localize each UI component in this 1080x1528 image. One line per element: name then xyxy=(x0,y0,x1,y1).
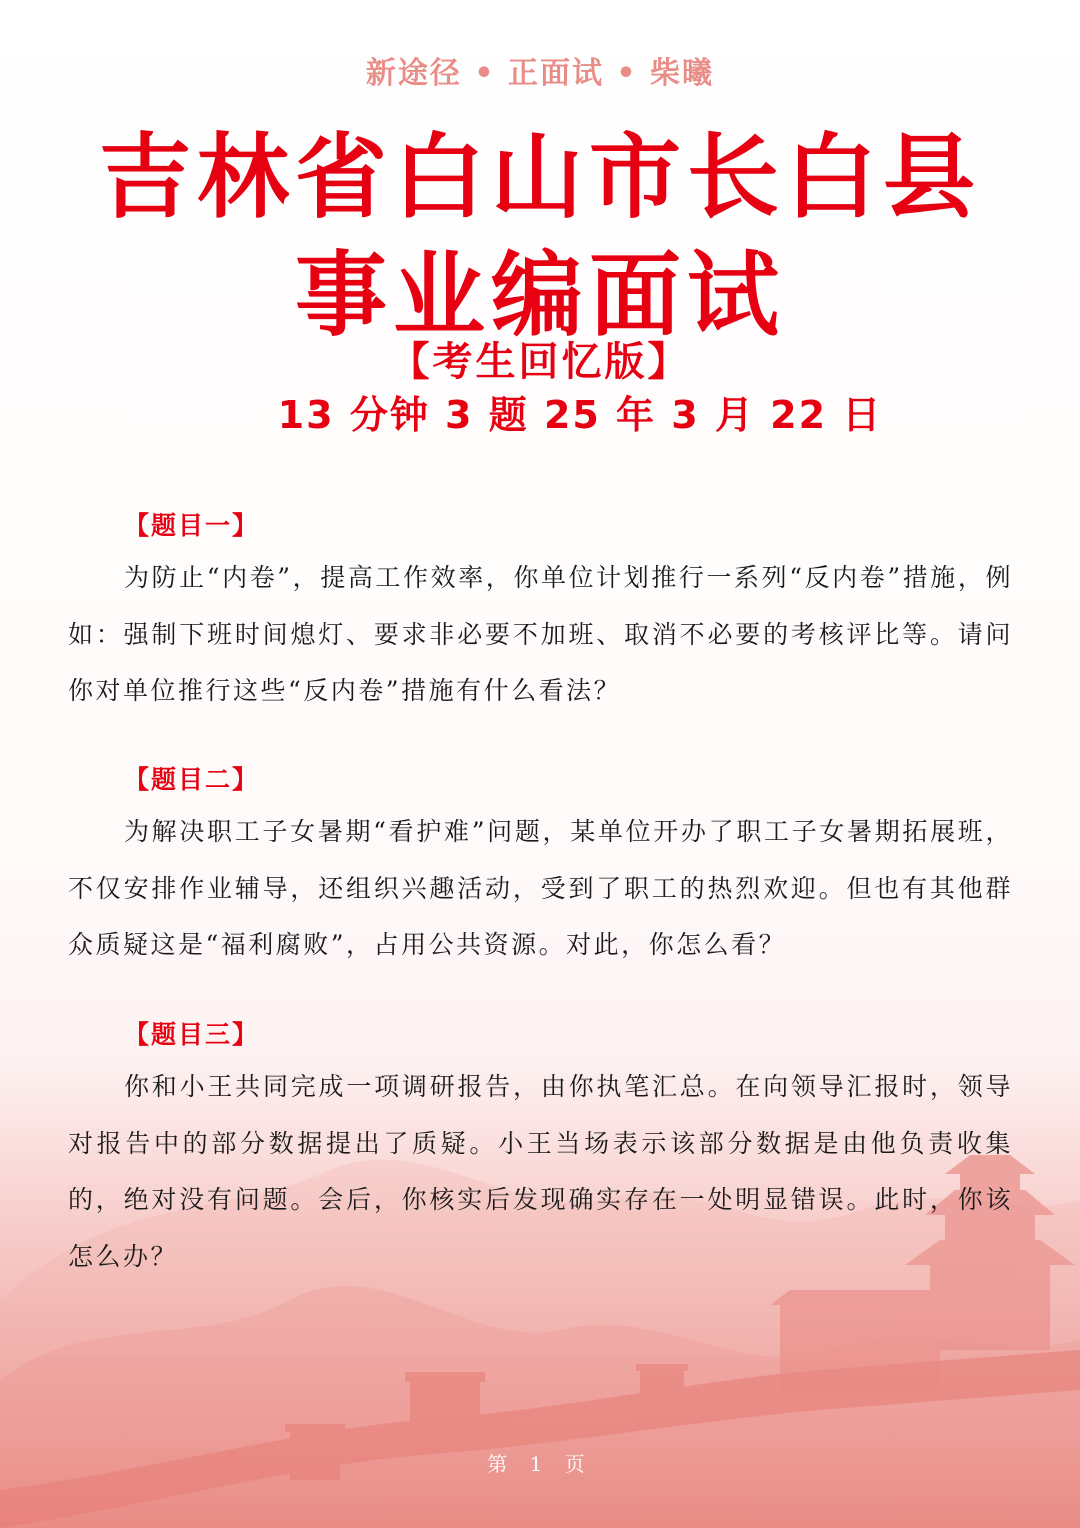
brand-tagline: 新途径 • 正面试 • 柴曦 xyxy=(365,56,715,91)
page-number: 第 1 页 xyxy=(487,1452,593,1476)
question-2-body: 为解决职工子女暑期“看护难”问题，某单位开办了职工子女暑期拓展班，不仅安排作业辅导，还组织兴趣活动，受到了职工的热烈欢迎。但也有其他群众质疑这是“福利腐败”，占用公共资源。对此，你怎么看？ xyxy=(68,817,1013,959)
subtitle: 【考生回忆版】 xyxy=(389,338,691,385)
main-title-line-1: 吉林省白山市长白县 xyxy=(98,124,981,231)
question-1-body: 为防止“内卷”，提高工作效率，你单位计划推行一系列“反内卷”措施，例如：强制下班时间熄灯、要求非必要不加班、取消不必要的考核评比等。请问你对单位推行这些“反内卷”措施有什么看法？ xyxy=(68,563,1013,705)
question-2-heading: 【题目二】 xyxy=(124,765,260,794)
question-1-heading: 【题目一】 xyxy=(124,511,260,540)
exam-info-line: 13 分钟 3 题 25 年 3 月 22 日 xyxy=(277,393,883,437)
question-3-heading: 【题目三】 xyxy=(124,1020,260,1049)
question-3-body: 你和小王共同完成一项调研报告，由你执笔汇总。在向领导汇报时，领导对报告中的部分数据提出了质疑。小王当场表示该部分数据是由他负责收集的，绝对没有问题。会后，你核实后发现确实存在一处明显错误。此时，你该怎么办？ xyxy=(68,1072,1013,1271)
main-title-line-2: 事业编面试 xyxy=(294,242,785,349)
